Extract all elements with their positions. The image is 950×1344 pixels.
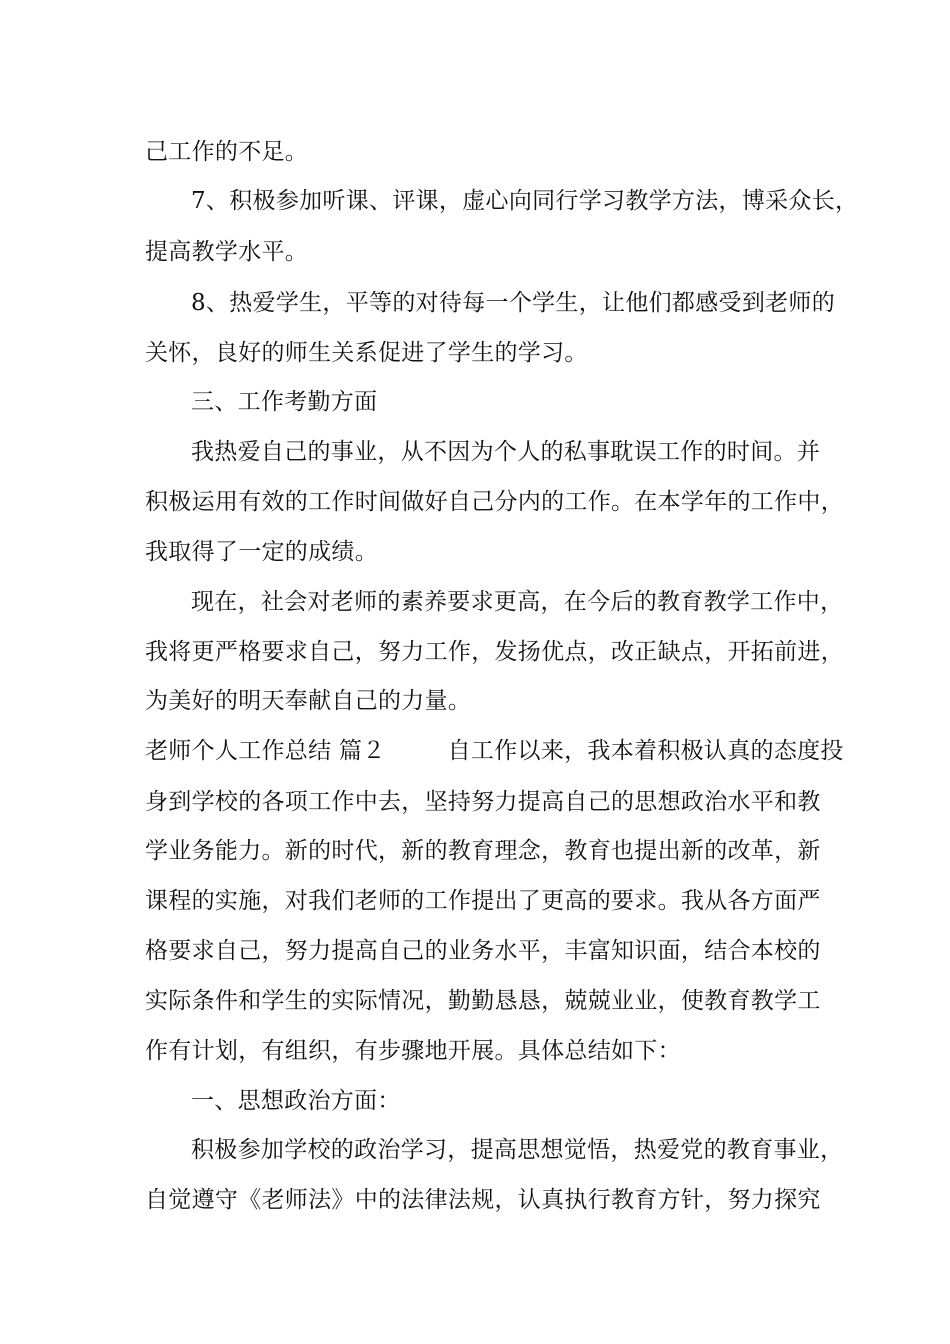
text-line-18: 格要求自己，努力提高自己的业务水平，丰富知识面，结合本校的: [145, 938, 821, 964]
text-line-4: 8、热爱学生，平等的对待每一个学生，让他们都感受到老师的: [191, 290, 836, 316]
text-line-1: 己工作的不足。: [145, 139, 309, 165]
text-line-14: 自工作以来，我本着积极认真的态度投: [447, 738, 844, 764]
text-line-17: 课程的实施，对我们老师的工作提出了更高的要求。我从各方面严: [145, 888, 821, 914]
article-heading-line: [145, 736, 844, 766]
section-heading-politics: 一、思想政治方面：: [191, 1088, 401, 1114]
text-line-12: 为美好的明天奉献自己的力量。: [145, 688, 472, 714]
text-line-22: 积极参加学校的政治学习，提高思想觉悟，热爱党的教育事业，: [191, 1137, 844, 1163]
text-line-19: 实际条件和学生的实际情况，勤勤恳恳，兢兢业业，使教育教学工: [145, 988, 821, 1014]
text-line-11: 我将更严格要求自己，努力工作，发扬优点，改正缺点，开拓前进，: [145, 639, 844, 665]
text-line-10: 现在，社会对老师的素养要求更高，在今后的教育教学工作中，: [191, 589, 844, 615]
text-line-20: 作有计划，有组织，有步骤地开展。具体总结如下：: [145, 1038, 681, 1064]
text-line-15: 身到学校的各项工作中去，坚持努力提高自己的思想政治水平和教: [145, 789, 821, 815]
article-title: 老师个人工作总结 篇２: [145, 738, 386, 764]
text-line-8: 积极运用有效的工作时间做好自己分内的工作。在本学年的工作中，: [145, 489, 844, 515]
text-line-5: 关怀，良好的师生关系促进了学生的学习。: [145, 340, 588, 366]
text-line-7: 我热爱自己的事业，从不因为个人的私事耽误工作的时间。并: [191, 439, 821, 465]
text-line-23: 自觉遵守《老师法》中的法律法规，认真执行教育方针，努力探究: [145, 1187, 821, 1213]
text-line-2: 7、积极参加听课、评课，虚心向同行学习教学方法，博采众长，: [191, 188, 859, 214]
text-line-3: 提高教学水平。: [145, 239, 309, 265]
text-line-9: 我取得了一定的成绩。: [145, 539, 378, 565]
section-heading-attendance: 三、工作考勤方面: [191, 389, 378, 415]
text-line-16: 学业务能力。新的时代，新的教育理念，教育也提出新的改革，新: [145, 838, 821, 864]
